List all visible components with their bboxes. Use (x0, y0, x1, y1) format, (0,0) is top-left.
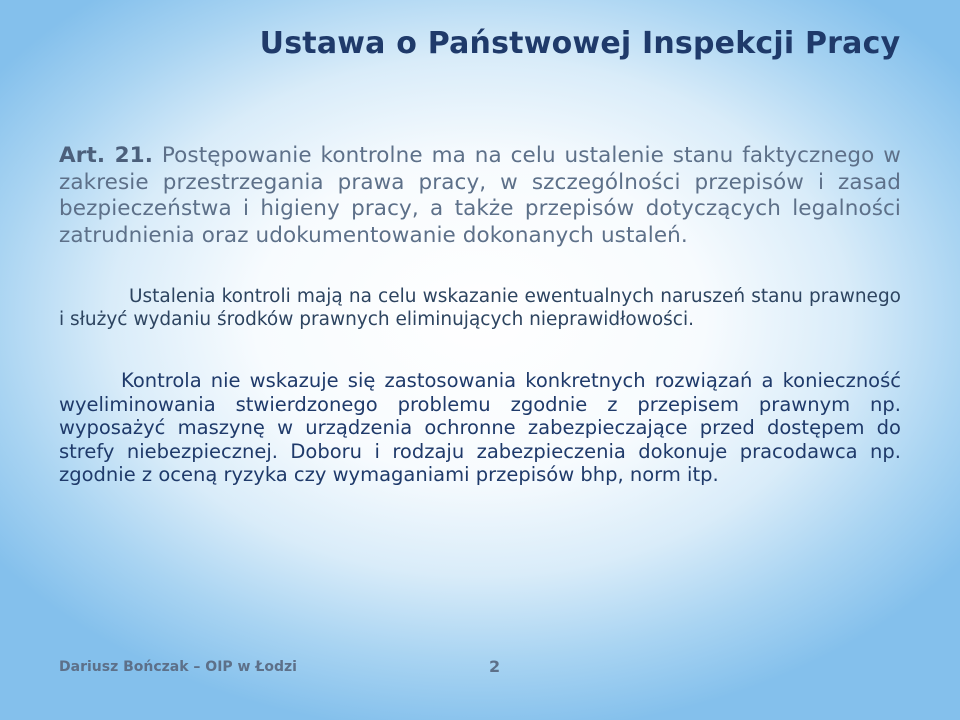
slide-title: Ustawa o Państwowej Inspekcji Pracy (259, 26, 901, 61)
page-number: 2 (489, 657, 501, 676)
article-number: Art. 21. (59, 143, 153, 168)
footer-author: Dariusz Bończak – OIP w Łodzi (59, 659, 297, 675)
slide-body (59, 143, 901, 487)
paragraph-art-21 (59, 143, 901, 249)
paragraph-findings: Ustalenia kontroli mają na celu wskazanie ewentualnych naruszeń stanu prawnego i służyć wydaniu środków prawnych eliminujących nieprawidłowości. (59, 286, 901, 330)
article-text: Postępowanie kontrolne ma na celu ustalenie stanu faktycznego w zakresie przestrzegania prawa pracy, w szczególności przepisów i zasad bezpieczeństwa i higieny pracy, a także przepisów dotyczących legalności zatrudnienia oraz udokumentowanie dokonanych ustaleń. (59, 143, 901, 248)
paragraph-control: Kontrola nie wskazuje się zastosowania konkretnych rozwiązań a konieczność wyeliminowania stwierdzonego problemu zgodnie z przepisem prawnym np. wyposażyć maszynę w urządzenia ochronne zabezpieczające przed dostępem do strefy niebezpiecznej. Doboru i rodzaju zabezpieczenia dokonuje pracodawca np. zgodnie z oceną ryzyka czy wymaganiami przepisów bhp, norm itp. (59, 369, 901, 486)
